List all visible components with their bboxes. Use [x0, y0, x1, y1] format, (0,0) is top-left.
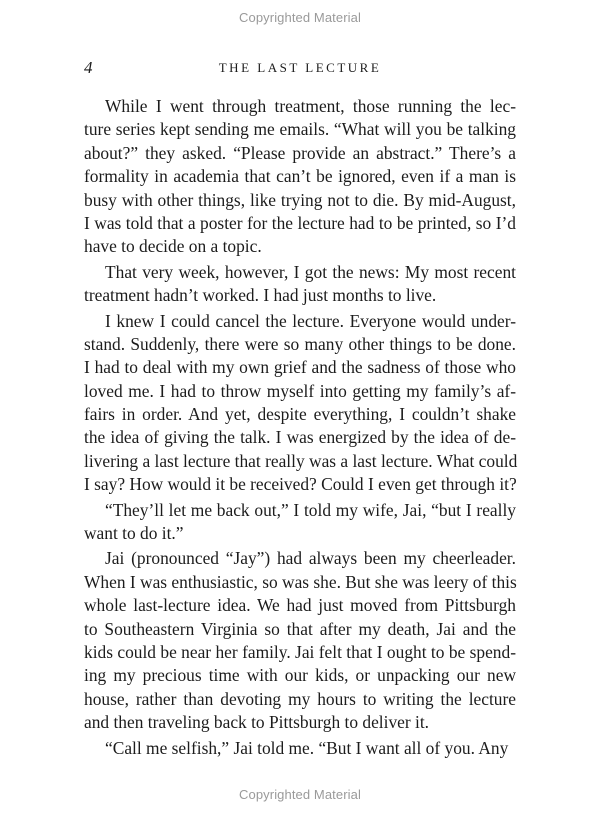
text-line: busy with other things, like trying not to die. By mid-August,	[84, 189, 516, 210]
text-line: house, rather than devoting my hours to writing the lecture	[84, 688, 516, 709]
page-number: 4	[84, 58, 93, 77]
text-line: treatment hadn’t worked. I had just months to live.	[84, 285, 437, 306]
copyright-watermark-top: Copyrighted Material	[239, 10, 361, 25]
text-line: I had to deal with my own grief and the sadness of those who	[84, 357, 516, 378]
text-line: want to do it.”	[84, 523, 184, 544]
copyright-watermark-bottom: Copyrighted Material	[239, 787, 361, 802]
book-title: THE LAST LECTURE	[218, 60, 382, 75]
text-line: stand. Suddenly, there were so many other things to be done.	[84, 333, 516, 354]
text-line: loved me. I had to throw myself into getting my family’s af-	[84, 380, 516, 401]
paragraph	[84, 499, 516, 546]
text-line: I say? How would it be received? Could I even get through it?	[84, 474, 517, 495]
text-line: and then traveling back to Pittsburgh to deliver it.	[84, 712, 430, 733]
text-line: I was told that a poster for the lecture had to be printed, so I’d	[84, 212, 516, 233]
paragraph	[84, 310, 516, 497]
text-line: whole last-lecture idea. We had just moved from Pittsburgh	[84, 595, 516, 616]
body-text	[84, 95, 516, 760]
text-line: When I was enthusiastic, so was she. But she was leery of this	[84, 571, 517, 592]
text-line: “They’ll let me back out,” I told my wife, Jai, “but I really	[105, 499, 516, 520]
running-head	[84, 58, 516, 78]
text-line: Jai (pronounced “Jay”) had always been my cheerleader.	[105, 548, 516, 569]
text-line: That very week, however, I got the news: My most recent	[105, 261, 516, 282]
text-line: about?” they asked. “Please provide an abstract.” There’s a	[84, 142, 516, 163]
text-line: I knew I could cancel the lecture. Everyone would under-	[105, 310, 516, 331]
paragraph	[84, 547, 516, 734]
text-line: kids could be near her family. Jai felt that I ought to be spend-	[84, 641, 516, 662]
text-line: ing my precious time with our kids, or unpacking our new	[84, 665, 516, 686]
text-line: fairs in order. And yet, despite everything, I couldn’t shake	[84, 404, 516, 425]
paragraph	[84, 261, 516, 308]
text-line: ture series kept sending me emails. “What will you be talking	[84, 119, 516, 140]
paragraph	[84, 95, 516, 259]
text-line: livering a last lecture that really was a last lecture. What could	[84, 450, 518, 471]
text-line: “Call me selfish,” Jai told me. “But I want all of you. Any	[105, 737, 509, 758]
text-line: the idea of giving the talk. I was energized by the idea of de-	[84, 427, 516, 448]
text-line: have to decide on a topic.	[84, 236, 262, 257]
text-line: formality in academia that can’t be ignored, even if a man is	[84, 166, 516, 187]
paragraph	[84, 737, 516, 760]
text-line: to Southeastern Virginia so that after my death, Jai and the	[84, 618, 516, 639]
text-line: While I went through treatment, those running the lec-	[105, 96, 516, 116]
